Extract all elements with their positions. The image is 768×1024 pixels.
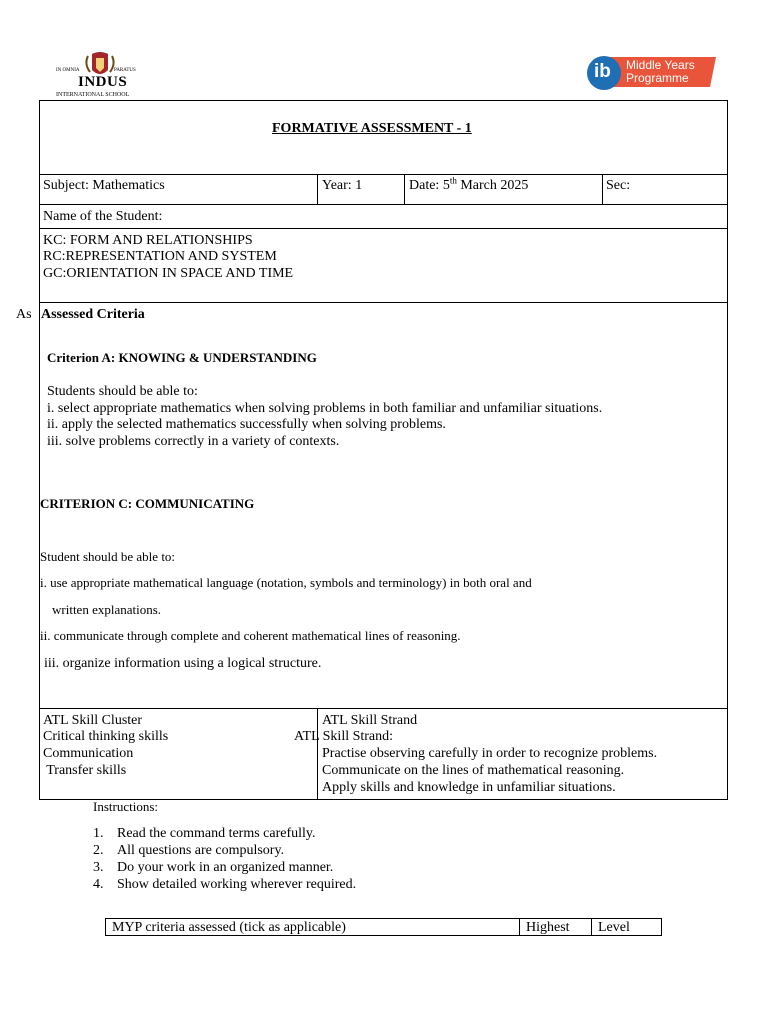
- year-field: Year: 1: [322, 178, 363, 193]
- criterion-c-item-continued: written explanations.: [52, 602, 162, 617]
- criteria-table-border: [519, 918, 520, 936]
- criterion-c-item: iii. organize information using a logical structure.: [44, 656, 322, 671]
- side-label: As: [16, 307, 32, 322]
- related-concept: RC:REPRESENTATION AND SYSTEM: [43, 249, 277, 264]
- page-title: FORMATIVE ASSESSMENT - 1: [272, 121, 472, 136]
- criteria-col-header: Highest: [526, 920, 570, 935]
- section-field: Sec:: [606, 178, 631, 193]
- atl-strand-item: Communicate on the lines of mathematical reasoning.: [322, 763, 625, 778]
- school-motto-left: IN OMNIA: [56, 68, 80, 73]
- instruction-number: 1.: [93, 826, 104, 841]
- atl-cluster-item: Transfer skills: [43, 763, 127, 778]
- school-motto-right: PARATUS: [114, 68, 136, 73]
- row-divider: [39, 302, 728, 303]
- atl-overlap-label: ATL Skill Strand:: [294, 729, 394, 744]
- instruction-number: 3.: [93, 860, 104, 875]
- row-divider: [39, 174, 728, 175]
- row-divider: [39, 708, 728, 709]
- table-border-left: [39, 100, 40, 800]
- atl-cluster-item: Communication: [43, 746, 134, 761]
- instruction-item: Read the command terms carefully.: [117, 826, 316, 841]
- date-prefix: Date: 5: [409, 178, 450, 193]
- row-divider: [39, 204, 728, 205]
- instruction-item: All questions are compulsory.: [117, 843, 285, 858]
- ib-myp-logo: [586, 55, 718, 91]
- atl-strand-item: Apply skills and knowledge in unfamiliar situations.: [322, 780, 616, 795]
- col-divider: [404, 174, 405, 204]
- col-divider: [317, 174, 318, 204]
- instruction-number: 4.: [93, 877, 104, 892]
- criteria-col-header: MYP criteria assessed (tick as applicable): [112, 920, 346, 935]
- date-ordinal: th: [449, 175, 457, 186]
- criterion-c-heading: CRITERION C: COMMUNICATING: [40, 496, 255, 511]
- date-field: [409, 177, 528, 194]
- criterion-a-item: iii. solve problems correctly in a variety of contexts.: [47, 434, 340, 449]
- table-border-right: [727, 100, 728, 800]
- assessed-criteria-heading: Assessed Criteria: [41, 307, 145, 322]
- global-context: GC:ORIENTATION IN SPACE AND TIME: [43, 266, 294, 281]
- criteria-table-border: [105, 918, 106, 936]
- row-divider: [39, 228, 728, 229]
- col-divider: [317, 708, 318, 799]
- criterion-c-item: i. use appropriate mathematical language (notation, symbols and terminology) in both oral and: [40, 575, 532, 590]
- criterion-a-heading: Criterion A: KNOWING & UNDERSTANDING: [47, 350, 317, 365]
- student-name-field: Name of the Student:: [43, 209, 163, 224]
- atl-cluster-header: ATL Skill Cluster: [43, 713, 143, 728]
- instruction-number: 2.: [93, 843, 104, 858]
- instruction-item: Show detailed working wherever required.: [117, 877, 357, 892]
- ib-line2: Programme: [626, 71, 689, 85]
- criteria-col-header: Level: [598, 920, 630, 935]
- criterion-a-item: ii. apply the selected mathematics successfully when solving problems.: [47, 417, 446, 432]
- table-border-top: [39, 100, 728, 101]
- key-concept: KC: FORM AND RELATIONSHIPS: [43, 233, 253, 248]
- atl-strand-header: ATL Skill Strand: [322, 713, 418, 728]
- criterion-c-item: ii. communicate through complete and coherent mathematical lines of reasoning.: [40, 628, 461, 643]
- date-suffix: March 2025: [456, 178, 529, 193]
- criterion-a-intro: Students should be able to:: [47, 384, 198, 399]
- instruction-item: Do your work in an organized manner.: [117, 860, 334, 875]
- subject-field: Subject: Mathematics: [43, 178, 165, 193]
- ib-line1: Middle Years: [626, 58, 695, 72]
- school-subtitle: INTERNATIONAL SCHOOL: [56, 92, 130, 98]
- instructions-heading: Instructions:: [93, 799, 158, 814]
- school-logo: [52, 50, 148, 100]
- atl-cluster-item: Critical thinking skills: [43, 729, 169, 744]
- criteria-table-border: [591, 918, 592, 936]
- col-divider: [602, 174, 603, 204]
- atl-strand-item: Practise observing carefully in order to recognize problems.: [322, 746, 658, 761]
- ib-mark: ib: [594, 61, 611, 82]
- criteria-table-border: [661, 918, 662, 936]
- criterion-c-intro: Student should be able to:: [40, 549, 176, 564]
- criterion-a-item: i. select appropriate mathematics when solving problems in both familiar and unfamiliar situations.: [47, 401, 603, 416]
- school-name: INDUS: [78, 74, 128, 90]
